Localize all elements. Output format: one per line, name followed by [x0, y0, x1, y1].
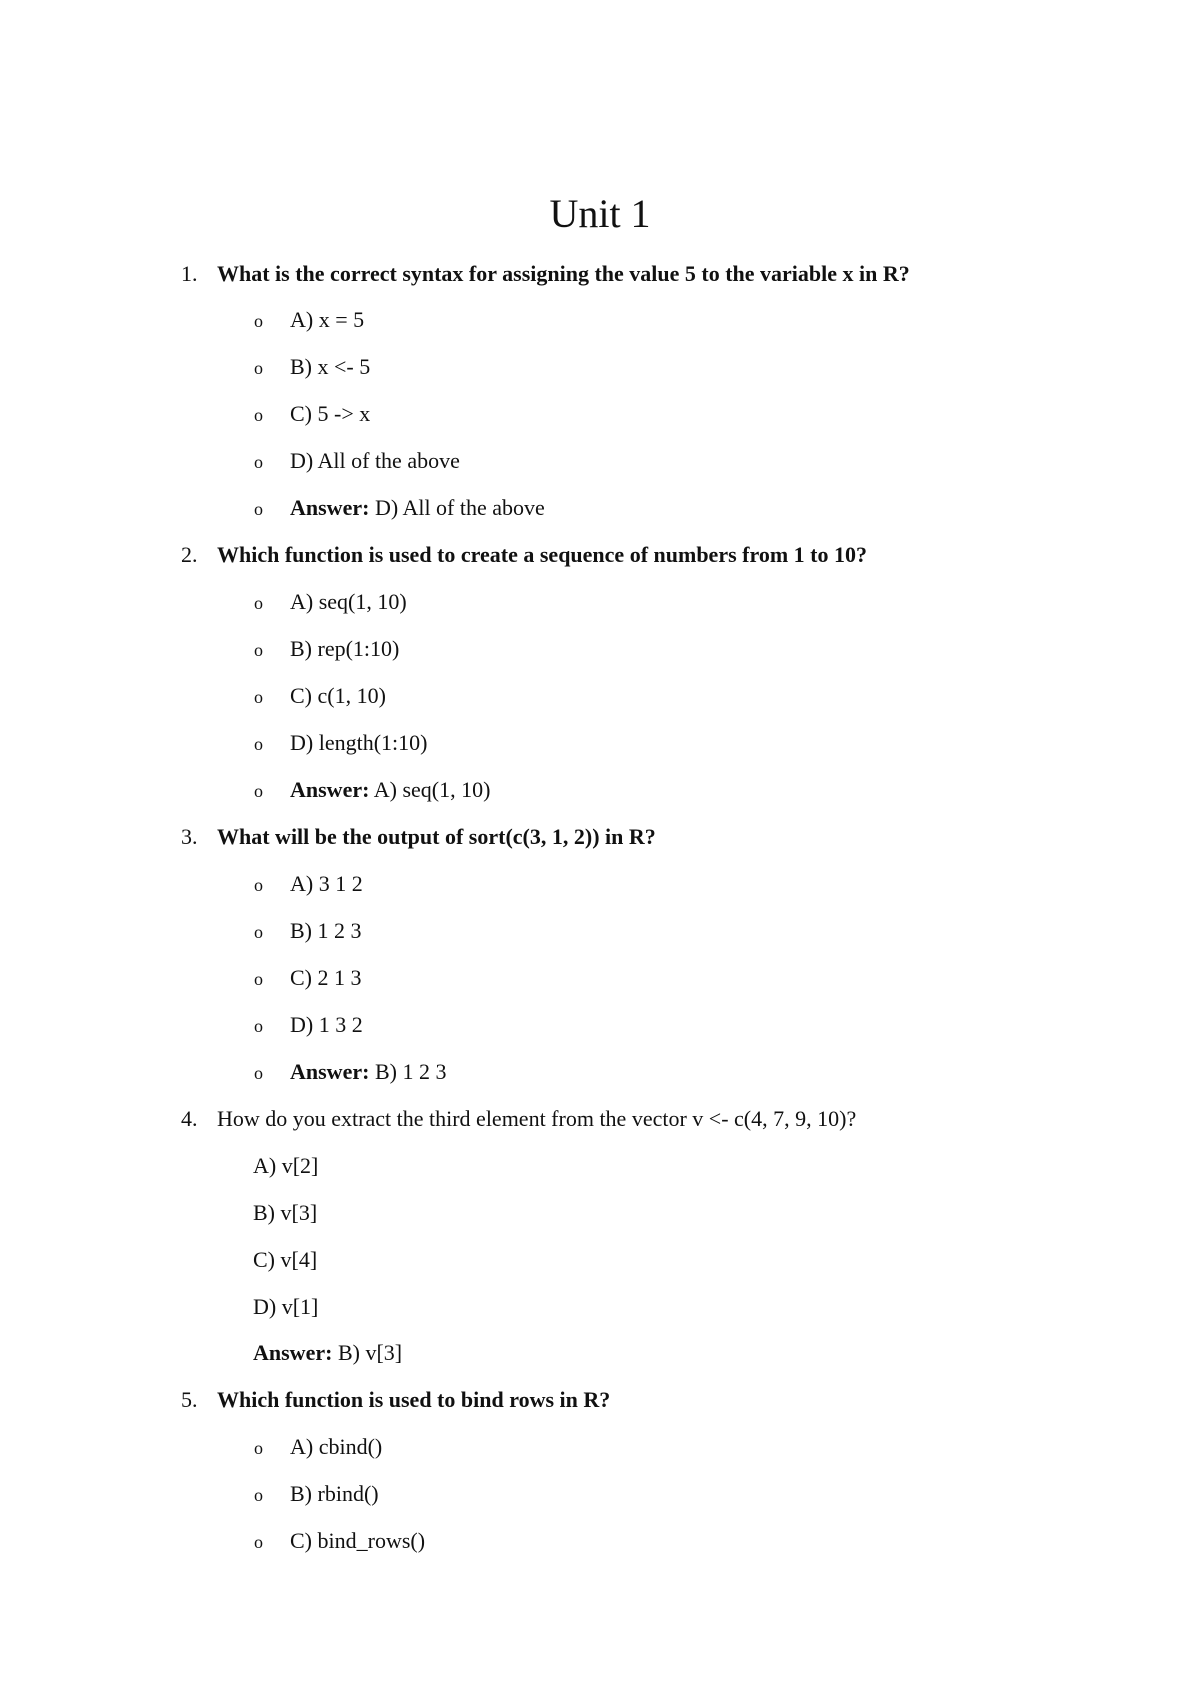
option-text: A) x = 5 [290, 307, 365, 332]
option-text: A) 3 1 2 [290, 871, 363, 896]
bullet-icon: o [254, 687, 263, 707]
answer-value: D) All of the above [369, 495, 545, 520]
option-text: C) 5 -> x [290, 401, 371, 426]
answer-label: Answer: [290, 1059, 370, 1084]
answer-text [290, 775, 490, 805]
option-text: B) rep(1:10) [290, 636, 400, 661]
option-text: B) v[3] [253, 1200, 318, 1225]
bullet-icon: o [254, 593, 263, 613]
option-text: C) bind_rows() [290, 1528, 426, 1553]
option-text: B) x <- 5 [290, 354, 371, 379]
bullet-icon: o [254, 499, 263, 519]
answer-text [290, 1057, 446, 1087]
option-text: A) v[2] [253, 1153, 319, 1178]
option-text: A) seq(1, 10) [290, 589, 407, 614]
answer-label: Answer: [253, 1340, 333, 1365]
bullet-icon: o [254, 875, 263, 895]
bullet-icon: o [254, 1485, 263, 1505]
question-text: What will be the output of sort(c(3, 1, 2)) in R? [217, 824, 656, 849]
option-text: B) 1 2 3 [290, 918, 362, 943]
answer-label: Answer: [290, 777, 370, 802]
bullet-icon: o [254, 1438, 263, 1458]
question-text: Which function is used to create a sequence of numbers from 1 to 10? [217, 542, 867, 567]
page-title: Unit 1 [549, 191, 651, 236]
bullet-icon: o [254, 358, 263, 378]
bullet-icon: o [254, 969, 263, 989]
bullet-icon: o [254, 640, 263, 660]
answer-value: A) seq(1, 10) [369, 777, 491, 802]
bullet-icon: o [254, 1532, 263, 1552]
bullet-icon: o [254, 922, 263, 942]
option-text: C) 2 1 3 [290, 965, 362, 990]
option-text: C) c(1, 10) [290, 683, 386, 708]
question-number: 4. [181, 1106, 198, 1131]
answer-value: B) 1 2 3 [369, 1059, 447, 1084]
bullet-icon: o [254, 734, 263, 754]
question-text: Which function is used to bind rows in R? [217, 1387, 611, 1412]
answer-label: Answer: [290, 495, 370, 520]
answer-text [253, 1338, 402, 1368]
bullet-icon: o [254, 1016, 263, 1036]
question-text: What is the correct syntax for assigning the value 5 to the variable x in R? [217, 261, 910, 286]
bullet-icon: o [254, 1063, 263, 1083]
option-text: C) v[4] [253, 1247, 318, 1272]
bullet-icon: o [254, 781, 263, 801]
answer-value: B) v[3] [332, 1340, 403, 1365]
option-text: D) All of the above [290, 448, 460, 473]
option-text: B) rbind() [290, 1481, 379, 1506]
option-text: A) cbind() [290, 1434, 383, 1459]
answer-text [290, 493, 545, 523]
bullet-icon: o [254, 452, 263, 472]
question-number: 1. [181, 261, 198, 286]
question-text: How do you extract the third element from the vector v <- c(4, 7, 9, 10)? [217, 1106, 857, 1131]
question-number: 5. [181, 1387, 198, 1412]
question-number: 2. [181, 542, 198, 567]
option-text: D) 1 3 2 [290, 1012, 363, 1037]
question-number: 3. [181, 824, 198, 849]
option-text: D) v[1] [253, 1294, 319, 1319]
option-text: D) length(1:10) [290, 730, 428, 755]
bullet-icon: o [254, 405, 263, 425]
bullet-icon: o [254, 311, 263, 331]
